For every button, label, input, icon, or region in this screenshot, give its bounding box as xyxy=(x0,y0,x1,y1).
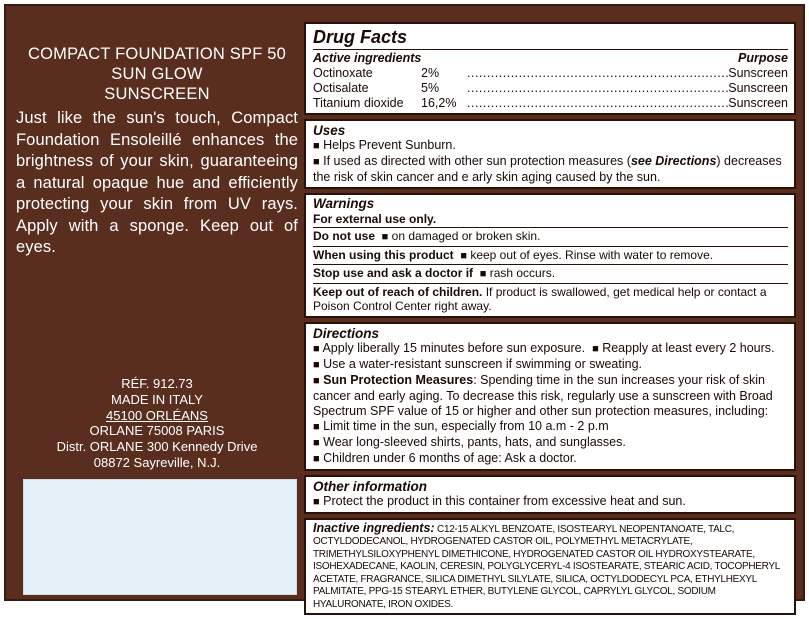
do-not-use-text: on damaged or broken skin. xyxy=(391,229,541,243)
do-not-use-label: Do not use xyxy=(313,229,375,243)
title-line-3: SUNSCREEN xyxy=(104,85,210,103)
stop-use xyxy=(313,264,788,282)
keep-out-label: Keep out of reach of children. xyxy=(313,284,483,299)
other-text: Protect the product in this container from excessive heat and sun. xyxy=(323,493,686,508)
label-panel xyxy=(4,4,805,610)
direction-item xyxy=(313,373,788,419)
active-ingredients-section xyxy=(304,22,796,115)
active-pct: 2% xyxy=(421,66,440,80)
direction-text: : Spending time in the sun increases your risk of skin cancer and early aging. To decrease this risk, regularly use a sunscreen with Broad Spectrum SPF value of 15 or higher and other sun protection measures, including: xyxy=(313,372,773,418)
sun-protection-label: Sun Protection Measures xyxy=(323,372,474,387)
direction-text: Wear long-sleeved shirts, pants, hats, and sunglasses. xyxy=(323,434,626,449)
postal-code: 45100 ORLÉANS xyxy=(106,407,208,423)
active-name: Octisalate xyxy=(313,81,369,95)
product-description xyxy=(16,44,298,259)
directions-heading: Directions xyxy=(313,325,380,341)
inactive-ingredients-section xyxy=(304,518,796,616)
direction-text: Reapply at least every 2 hours. xyxy=(602,340,775,355)
active-name: Titanium dioxide xyxy=(313,96,404,110)
black-square-icon: ■ xyxy=(460,249,467,262)
active-row xyxy=(313,96,788,111)
dot-leader xyxy=(467,96,728,111)
black-square-icon: ■ xyxy=(313,436,320,449)
active-name: Octinoxate xyxy=(313,66,373,80)
stop-use-text: rash occurs. xyxy=(489,266,556,280)
inactive-list: C12-15 ALKYL BENZOATE, ISOSTEARYL NEOPENTANOATE, TALC, OCTYLDODECANOL, HYDROGENATED CASTOR OIL, POLYMETHYL METACRYLATE, TRIMETHYLSILOXYPHENYL DIMETHICONE, HYDROGENATED CASTOR OIL HYDROXYSTEARATE, ISOHEXADECANE, KAOLIN, CERESIN, POLYGLYCERYL-4 ISOSTEARATE, STEARIC ACID, TOCOPHERYL ACETATE, FRAGRANCE, SILICA DIMETHYL SILYLATE, SILICA, OCTYLDODECYL PCA, ETHYLHEXYL PALMITATE, PPG-15 STEARYL ETHER, BUTYLENE GLYCOL, CAPRYLYL GLYCOL, SODIUM HYALURONATE, IRON OXIDES. xyxy=(313,523,780,610)
active-row xyxy=(313,66,788,81)
black-square-icon: ■ xyxy=(313,358,320,371)
active-heading: Active ingredients xyxy=(313,51,422,65)
uses-heading: Uses xyxy=(313,123,346,138)
keep-out-of-reach xyxy=(313,283,788,314)
when-using xyxy=(313,246,788,264)
direction-text: Use a water-resistant sunscreen if swimming or sweating. xyxy=(323,356,643,371)
other-item xyxy=(313,494,788,510)
active-row xyxy=(313,81,788,96)
uses-item xyxy=(313,154,788,185)
uses-item xyxy=(313,138,788,154)
warnings-section xyxy=(304,193,796,318)
product-title xyxy=(16,44,298,104)
black-square-icon: ■ xyxy=(313,452,320,465)
barcode-area xyxy=(23,479,297,595)
active-purpose: Sunscreen xyxy=(728,66,788,80)
inactive-heading: Inactive ingredients: xyxy=(313,520,435,535)
title-line-1: COMPACT FOUNDATION SPF 50 xyxy=(27,45,287,63)
ref-number: RÉF. 912.73 xyxy=(121,376,193,391)
uses-text: ) decreases the risk of skin cancer and e arly skin aging caused by the sun. xyxy=(313,154,782,184)
direction-item xyxy=(313,341,788,357)
company-city: ORLANE 75008 PARIS xyxy=(89,423,225,439)
keep-out-text: If product is swallowed, get medical help or contact a Poison Control Center right away. xyxy=(313,284,767,313)
distributor: Distr. ORLANE 300 Kennedy Drive xyxy=(56,439,258,455)
direction-text: Limit time in the sun, especially from 10 a.m - 2 p.m xyxy=(323,418,609,433)
active-pct: 5% xyxy=(421,81,440,95)
uses-text: Helps Prevent Sunburn. xyxy=(323,138,456,152)
manufacturer-info xyxy=(16,376,298,471)
active-purpose: Sunscreen xyxy=(728,96,788,110)
dot-leader xyxy=(467,66,728,81)
drug-facts xyxy=(304,22,796,619)
direction-text: Apply liberally 15 minutes before sun exposure. xyxy=(322,340,586,355)
active-purpose: Sunscreen xyxy=(728,81,788,95)
external-use: For external use only. xyxy=(313,211,437,226)
when-using-text: keep out of eyes. Rinse with water to remove. xyxy=(470,247,714,262)
dot-leader xyxy=(467,81,728,96)
when-using-label: When using this product xyxy=(313,247,454,262)
title-line-2: SUN GLOW xyxy=(111,65,203,83)
direction-text: Children under 6 months of age: Ask a doctor. xyxy=(323,450,577,465)
black-square-icon: ■ xyxy=(313,495,320,508)
stop-use-label: Stop use and ask a doctor if xyxy=(313,266,474,280)
see-directions-ref: see Directions xyxy=(630,154,717,168)
black-square-icon: ■ xyxy=(381,231,389,243)
made-in: MADE IN ITALY xyxy=(111,391,203,407)
other-info-section xyxy=(304,475,796,514)
distributor-city: 08872 Sayreville, N.J. xyxy=(93,454,221,470)
direction-item xyxy=(313,451,788,467)
black-square-icon: ■ xyxy=(313,156,320,168)
description-text: Just like the sun's touch, Compact Foundation Ensoleillé enhances the brightness of your skin, guaranteeing a natural opaque hue and efficiently protecting your skin from UV rays. Apply with a sponge. Keep out of eyes. xyxy=(16,109,298,256)
direction-item xyxy=(313,357,788,373)
uses-section xyxy=(304,119,796,189)
drug-facts-title: Drug Facts xyxy=(313,27,408,47)
warnings-heading: Warnings xyxy=(313,196,375,211)
other-heading: Other information xyxy=(313,478,427,494)
black-square-icon: ■ xyxy=(313,374,320,387)
do-not-use xyxy=(313,227,788,245)
black-square-icon: ■ xyxy=(313,420,320,433)
active-header xyxy=(313,49,788,66)
direction-item xyxy=(313,419,788,435)
direction-item xyxy=(313,435,788,451)
active-pct: 16,2% xyxy=(421,96,457,110)
uses-text: If used as directed with other sun protection measures ( xyxy=(323,154,631,168)
black-square-icon: ■ xyxy=(313,140,320,152)
purpose-heading: Purpose xyxy=(737,51,788,65)
directions-section xyxy=(304,322,796,471)
black-square-icon: ■ xyxy=(313,342,320,355)
black-square-icon: ■ xyxy=(479,268,487,280)
black-square-icon: ■ xyxy=(592,342,599,355)
